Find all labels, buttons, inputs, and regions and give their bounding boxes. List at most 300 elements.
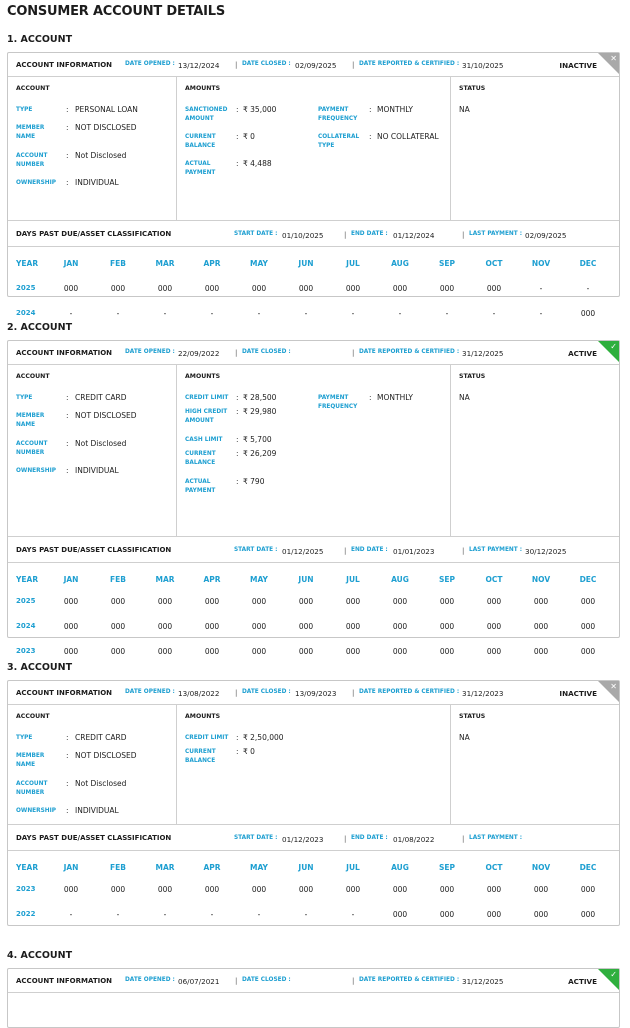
dpd-cell: 000 — [204, 622, 220, 631]
ownership-field-value: INDIVIDUAL — [75, 806, 119, 815]
end-date-value: 01/01/2023 — [393, 547, 435, 556]
dpd-cell: - — [398, 309, 402, 318]
account-number-field-label: ACCOUNT NUMBER — [16, 781, 48, 796]
amount-value: ₹ 5,700 — [243, 435, 272, 444]
dpd-cell: 000 — [157, 622, 173, 631]
dpd-cell: 000 — [204, 284, 220, 293]
amount-label: CURRENT BALANCE — [185, 451, 216, 466]
dpd-cell: 000 — [110, 647, 126, 656]
dpd-cell: 000 — [345, 647, 361, 656]
month-header: OCT — [485, 863, 503, 872]
date-opened-value: 13/08/2022 — [178, 689, 220, 698]
dpd-cell: 000 — [439, 284, 455, 293]
dpd-cell: 000 — [392, 885, 408, 894]
dpd-cell: 000 — [392, 910, 408, 919]
amount-label: ACTUAL PAYMENT — [185, 161, 216, 176]
type-field-label: TYPE — [16, 735, 33, 741]
separator: | — [235, 61, 238, 69]
account-info-header — [8, 681, 619, 705]
member-name-field-value: NOT DISCLOSED — [75, 411, 137, 420]
section-title: 2. ACCOUNT — [7, 322, 73, 333]
month-header: MAY — [250, 259, 268, 268]
dpd-cell: 000 — [298, 597, 314, 606]
separator: | — [462, 835, 465, 843]
account-column-header: ACCOUNT — [16, 713, 50, 720]
colon: : — [66, 178, 69, 187]
dpd-cell: 000 — [392, 622, 408, 631]
dpd-title: DAYS PAST DUE/ASSET CLASSIFICATION — [16, 230, 172, 238]
collateral-type-label: COLLATERAL TYPE — [318, 134, 360, 149]
month-header: JUN — [298, 575, 314, 584]
date-closed-label: DATE CLOSED : — [242, 61, 291, 67]
dpd-cell: 000 — [204, 885, 220, 894]
payment-frequency-value: MONTHLY — [377, 393, 413, 402]
colon: : — [369, 105, 372, 114]
start-date-label: START DATE : — [234, 547, 278, 553]
date-reported-label: DATE REPORTED & CERTIFIED : — [359, 349, 460, 355]
amount-value: ₹ 2,50,000 — [243, 733, 284, 742]
separator: | — [352, 349, 355, 357]
colon: : — [236, 449, 239, 458]
member-name-field-label: MEMBER NAME — [16, 413, 45, 428]
amount-label: ACTUAL PAYMENT — [185, 479, 216, 494]
dpd-cell: 000 — [486, 647, 502, 656]
dpd-cell: 000 — [533, 910, 549, 919]
account-info-label: ACCOUNT INFORMATION — [16, 349, 113, 357]
account-number-field-value: Not Disclosed — [75, 151, 127, 160]
status-column — [451, 705, 619, 824]
dpd-cell: 000 — [251, 284, 267, 293]
date-opened-value: 06/07/2021 — [178, 977, 220, 986]
date-reported-value: 31/12/2025 — [462, 977, 504, 986]
month-header: MAY — [250, 575, 268, 584]
amounts-column-header: AMOUNTS — [185, 713, 221, 720]
amount-value: ₹ 0 — [243, 747, 255, 756]
end-date-label: END DATE : — [351, 835, 388, 841]
dpd-header — [8, 537, 619, 563]
start-date-label: START DATE : — [234, 835, 278, 841]
month-header: YEAR — [16, 259, 39, 268]
last-payment-label: LAST PAYMENT : — [469, 231, 523, 237]
ownership-field-value: INDIVIDUAL — [75, 466, 119, 475]
year-cell: 2025 — [16, 284, 36, 292]
status-value: NA — [459, 105, 470, 114]
date-reported-value: 31/12/2025 — [462, 349, 504, 358]
month-header: DEC — [579, 863, 597, 872]
dpd-cell: - — [351, 309, 355, 318]
separator: | — [344, 835, 347, 843]
year-cell: 2025 — [16, 597, 36, 605]
month-header: JUL — [346, 575, 360, 584]
dpd-cell: 000 — [251, 885, 267, 894]
end-date-value: 01/12/2024 — [393, 231, 435, 240]
colon: : — [236, 747, 239, 756]
status-column-header: STATUS — [459, 373, 486, 380]
close-icon: ✕ — [610, 682, 617, 691]
dpd-cell: - — [163, 910, 167, 919]
colon: : — [66, 151, 69, 160]
amount-label: SANCTIONED AMOUNT — [185, 107, 228, 122]
month-header: AUG — [391, 575, 409, 584]
colon: : — [66, 779, 69, 788]
member-name-field-value: NOT DISCLOSED — [75, 751, 137, 760]
separator: | — [462, 547, 465, 555]
date-closed-value: 13/09/2023 — [295, 689, 337, 698]
month-header: OCT — [485, 259, 503, 268]
month-header: SEP — [438, 863, 456, 872]
colon: : — [66, 439, 69, 448]
separator: | — [235, 689, 238, 697]
ownership-field-label: OWNERSHIP — [16, 808, 57, 814]
member-name-field-label: MEMBER NAME — [16, 125, 45, 140]
dpd-table — [8, 563, 619, 656]
start-date-label: START DATE : — [234, 231, 278, 237]
check-icon: ✓ — [610, 342, 617, 351]
account-info-header — [8, 969, 619, 993]
colon: : — [236, 477, 239, 486]
collateral-type-value: NO COLLATERAL — [377, 132, 439, 141]
dpd-cell: 000 — [298, 622, 314, 631]
check-icon: ✓ — [610, 970, 617, 979]
amount-value: ₹ 35,000 — [243, 105, 277, 114]
status-column — [451, 77, 619, 220]
type-field-value: PERSONAL LOAN — [75, 105, 138, 114]
month-header: NOV — [531, 863, 551, 872]
date-opened-label: DATE OPENED : — [125, 349, 175, 355]
status-badge: ACTIVE — [568, 349, 597, 358]
last-payment-value: 02/09/2025 — [525, 231, 567, 240]
month-header: MAR — [155, 863, 175, 872]
year-cell: 2023 — [16, 885, 36, 893]
month-header: APR — [203, 863, 221, 872]
status-value: NA — [459, 733, 470, 742]
account-info-label: ACCOUNT INFORMATION — [16, 61, 113, 69]
dpd-cell: 000 — [486, 885, 502, 894]
dpd-cell: - — [210, 309, 214, 318]
separator: | — [235, 977, 238, 985]
dpd-cell: - — [445, 309, 449, 318]
month-header: APR — [203, 259, 221, 268]
amounts-column-header: AMOUNTS — [185, 373, 221, 380]
status-column — [451, 365, 619, 536]
month-header: YEAR — [16, 575, 39, 584]
dpd-cell: 000 — [486, 284, 502, 293]
dpd-cell: 000 — [63, 284, 79, 293]
colon: : — [236, 407, 239, 416]
account-number-field-value: Not Disclosed — [75, 779, 127, 788]
date-closed-value: 02/09/2025 — [295, 61, 337, 70]
dpd-cell: 000 — [533, 622, 549, 631]
dpd-cell: 000 — [580, 597, 596, 606]
account-card — [7, 680, 620, 926]
dpd-cell: 000 — [110, 622, 126, 631]
colon: : — [236, 159, 239, 168]
start-date-value: 01/12/2025 — [282, 547, 324, 556]
colon: : — [66, 733, 69, 742]
dpd-cell: 000 — [157, 597, 173, 606]
month-header: JAN — [63, 259, 79, 268]
dpd-cell: 000 — [63, 622, 79, 631]
amount-label: CURRENT BALANCE — [185, 134, 216, 149]
date-opened-label: DATE OPENED : — [125, 977, 175, 983]
dpd-cell: 000 — [110, 284, 126, 293]
dpd-cell: 000 — [204, 597, 220, 606]
account-number-field-value: Not Disclosed — [75, 439, 127, 448]
amount-label: CASH LIMIT — [185, 437, 223, 443]
month-header: NOV — [531, 259, 551, 268]
amount-value: ₹ 28,500 — [243, 393, 277, 402]
month-header: FEB — [110, 259, 126, 268]
separator: | — [352, 689, 355, 697]
account-info-section — [8, 365, 619, 537]
dpd-cell: 000 — [251, 622, 267, 631]
month-header: SEP — [438, 575, 456, 584]
payment-frequency-label: PAYMENT FREQUENCY — [318, 395, 358, 410]
dpd-title: DAYS PAST DUE/ASSET CLASSIFICATION — [16, 834, 172, 842]
dpd-table — [8, 851, 619, 925]
amounts-column — [177, 365, 451, 536]
dpd-header — [8, 221, 619, 247]
date-opened-value: 22/09/2022 — [178, 349, 220, 358]
date-closed-label: DATE CLOSED : — [242, 977, 291, 983]
colon: : — [66, 123, 69, 132]
last-payment-label: LAST PAYMENT : — [469, 547, 523, 553]
month-header: MAY — [250, 863, 268, 872]
dpd-cell: 000 — [345, 885, 361, 894]
end-date-value: 01/08/2022 — [393, 835, 435, 844]
ownership-field-label: OWNERSHIP — [16, 468, 57, 474]
date-opened-value: 13/12/2024 — [178, 61, 220, 70]
start-date-value: 01/12/2023 — [282, 835, 324, 844]
member-name-field-label: MEMBER NAME — [16, 753, 45, 768]
colon: : — [369, 132, 372, 141]
dpd-cell: 000 — [392, 647, 408, 656]
dpd-cell: - — [304, 910, 308, 919]
date-opened-label: DATE OPENED : — [125, 61, 175, 67]
dpd-cell: - — [69, 910, 73, 919]
dpd-cell: 000 — [486, 910, 502, 919]
dpd-cell: 000 — [298, 284, 314, 293]
colon: : — [236, 733, 239, 742]
amounts-column-header: AMOUNTS — [185, 85, 221, 92]
dpd-cell: 000 — [204, 647, 220, 656]
account-info-header — [8, 53, 619, 77]
colon: : — [66, 466, 69, 475]
last-payment-value: 30/12/2025 — [525, 547, 567, 556]
end-date-label: END DATE : — [351, 231, 388, 237]
dpd-cell: 000 — [251, 597, 267, 606]
amount-value: ₹ 4,488 — [243, 159, 272, 168]
month-header: OCT — [485, 575, 503, 584]
month-header: SEP — [438, 259, 456, 268]
year-cell: 2022 — [16, 910, 36, 918]
status-badge: INACTIVE — [559, 689, 597, 698]
status-badge: ACTIVE — [568, 977, 597, 986]
dpd-cell: 000 — [439, 910, 455, 919]
dpd-cell: 000 — [439, 647, 455, 656]
colon: : — [236, 393, 239, 402]
dpd-cell: 000 — [110, 885, 126, 894]
section-title: 1. ACCOUNT — [7, 34, 73, 45]
dpd-cell: 000 — [63, 647, 79, 656]
dpd-header — [8, 825, 619, 851]
start-date-value: 01/10/2025 — [282, 231, 324, 240]
dpd-cell: - — [257, 309, 261, 318]
month-header: AUG — [391, 259, 409, 268]
year-cell: 2024 — [16, 622, 36, 630]
dpd-cell: - — [116, 910, 120, 919]
month-header: JUN — [298, 259, 314, 268]
account-info-section — [8, 705, 619, 825]
dpd-cell: 000 — [580, 910, 596, 919]
status-value: NA — [459, 393, 470, 402]
month-header: FEB — [110, 863, 126, 872]
account-info-header — [8, 341, 619, 365]
status-badge: INACTIVE — [559, 61, 597, 70]
dpd-cell: 000 — [298, 647, 314, 656]
colon: : — [66, 751, 69, 760]
dpd-cell: 000 — [157, 284, 173, 293]
separator: | — [352, 977, 355, 985]
dpd-cell: 000 — [110, 597, 126, 606]
member-name-field-value: NOT DISCLOSED — [75, 123, 137, 132]
separator: | — [344, 231, 347, 239]
dpd-cell: 000 — [63, 597, 79, 606]
dpd-cell: 000 — [157, 885, 173, 894]
dpd-cell: 000 — [580, 309, 596, 318]
amount-value: ₹ 26,209 — [243, 449, 277, 458]
account-number-field-label: ACCOUNT NUMBER — [16, 153, 48, 168]
account-column — [8, 705, 177, 824]
dpd-cell: 000 — [392, 284, 408, 293]
dpd-cell: 000 — [298, 885, 314, 894]
ownership-field-value: INDIVIDUAL — [75, 178, 119, 187]
section-title: 3. ACCOUNT — [7, 662, 73, 673]
type-field-label: TYPE — [16, 107, 33, 113]
type-field-value: CREDIT CARD — [75, 733, 127, 742]
dpd-cell: 000 — [63, 885, 79, 894]
dpd-cell: 000 — [580, 885, 596, 894]
amount-value: ₹ 0 — [243, 132, 255, 141]
month-header: MAR — [155, 575, 175, 584]
account-info-label: ACCOUNT INFORMATION — [16, 689, 113, 697]
date-reported-label: DATE REPORTED & CERTIFIED : — [359, 61, 460, 67]
month-header: MAR — [155, 259, 175, 268]
month-header: JUL — [346, 259, 360, 268]
dpd-cell: 000 — [533, 647, 549, 656]
dpd-cell: 000 — [533, 597, 549, 606]
dpd-cell: 000 — [439, 622, 455, 631]
month-header: JAN — [63, 863, 79, 872]
dpd-cell: 000 — [580, 647, 596, 656]
month-header: JUN — [298, 863, 314, 872]
dpd-cell: - — [210, 910, 214, 919]
dpd-cell: - — [539, 284, 543, 293]
separator: | — [352, 61, 355, 69]
month-header: DEC — [579, 259, 597, 268]
month-header: YEAR — [16, 863, 39, 872]
month-header: APR — [203, 575, 221, 584]
dpd-cell: - — [163, 309, 167, 318]
account-column-header: ACCOUNT — [16, 85, 50, 92]
amount-label: CREDIT LIMIT — [185, 395, 229, 401]
date-closed-label: DATE CLOSED : — [242, 689, 291, 695]
section-title: 4. ACCOUNT — [7, 950, 73, 961]
month-header: NOV — [531, 575, 551, 584]
amount-value: ₹ 29,980 — [243, 407, 277, 416]
amount-value: ₹ 790 — [243, 477, 265, 486]
date-reported-label: DATE REPORTED & CERTIFIED : — [359, 689, 460, 695]
dpd-cell: - — [492, 309, 496, 318]
amount-label: CURRENT BALANCE — [185, 749, 216, 764]
dpd-cell: 000 — [439, 597, 455, 606]
account-column — [8, 77, 177, 220]
dpd-table — [8, 247, 619, 318]
colon: : — [66, 105, 69, 114]
dpd-cell: 000 — [345, 597, 361, 606]
dpd-cell: - — [539, 309, 543, 318]
month-header: FEB — [110, 575, 126, 584]
account-card — [7, 52, 620, 318]
dpd-cell: 000 — [486, 622, 502, 631]
dpd-cell: 000 — [580, 622, 596, 631]
colon: : — [66, 411, 69, 420]
date-reported-value: 31/12/2023 — [462, 689, 504, 698]
type-field-label: TYPE — [16, 395, 33, 401]
account-number-field-label: ACCOUNT NUMBER — [16, 441, 48, 456]
type-field-value: CREDIT CARD — [75, 393, 127, 402]
last-payment-label: LAST PAYMENT : — [469, 835, 523, 841]
dpd-cell: - — [116, 309, 120, 318]
separator: | — [235, 349, 238, 357]
month-header: JUL — [346, 863, 360, 872]
dpd-cell: - — [69, 309, 73, 318]
page-title: CONSUMER ACCOUNT DETAILS — [7, 4, 226, 19]
date-reported-value: 31/10/2025 — [462, 61, 504, 70]
colon: : — [66, 806, 69, 815]
month-header: JAN — [63, 575, 79, 584]
date-opened-label: DATE OPENED : — [125, 689, 175, 695]
amount-label: CREDIT LIMIT — [185, 735, 229, 741]
account-column — [8, 365, 177, 536]
dpd-cell: - — [351, 910, 355, 919]
account-info-section — [8, 77, 619, 221]
dpd-title: DAYS PAST DUE/ASSET CLASSIFICATION — [16, 546, 172, 554]
dpd-cell: 000 — [251, 647, 267, 656]
separator: | — [344, 547, 347, 555]
close-icon: ✕ — [610, 54, 617, 63]
status-column-header: STATUS — [459, 85, 486, 92]
payment-frequency-label: PAYMENT FREQUENCY — [318, 107, 358, 122]
end-date-label: END DATE : — [351, 547, 388, 553]
year-cell: 2023 — [16, 647, 36, 655]
dpd-cell: 000 — [439, 885, 455, 894]
year-cell: 2024 — [16, 309, 36, 317]
dpd-cell: 000 — [392, 597, 408, 606]
account-column-header: ACCOUNT — [16, 373, 50, 380]
date-reported-label: DATE REPORTED & CERTIFIED : — [359, 977, 460, 983]
dpd-cell: 000 — [157, 647, 173, 656]
dpd-cell: 000 — [533, 885, 549, 894]
separator: | — [462, 231, 465, 239]
amount-label: HIGH CREDIT AMOUNT — [185, 409, 228, 424]
status-column-header: STATUS — [459, 713, 486, 720]
colon: : — [236, 435, 239, 444]
dpd-cell: - — [257, 910, 261, 919]
month-header: AUG — [391, 863, 409, 872]
month-header: DEC — [579, 575, 597, 584]
ownership-field-label: OWNERSHIP — [16, 180, 57, 186]
